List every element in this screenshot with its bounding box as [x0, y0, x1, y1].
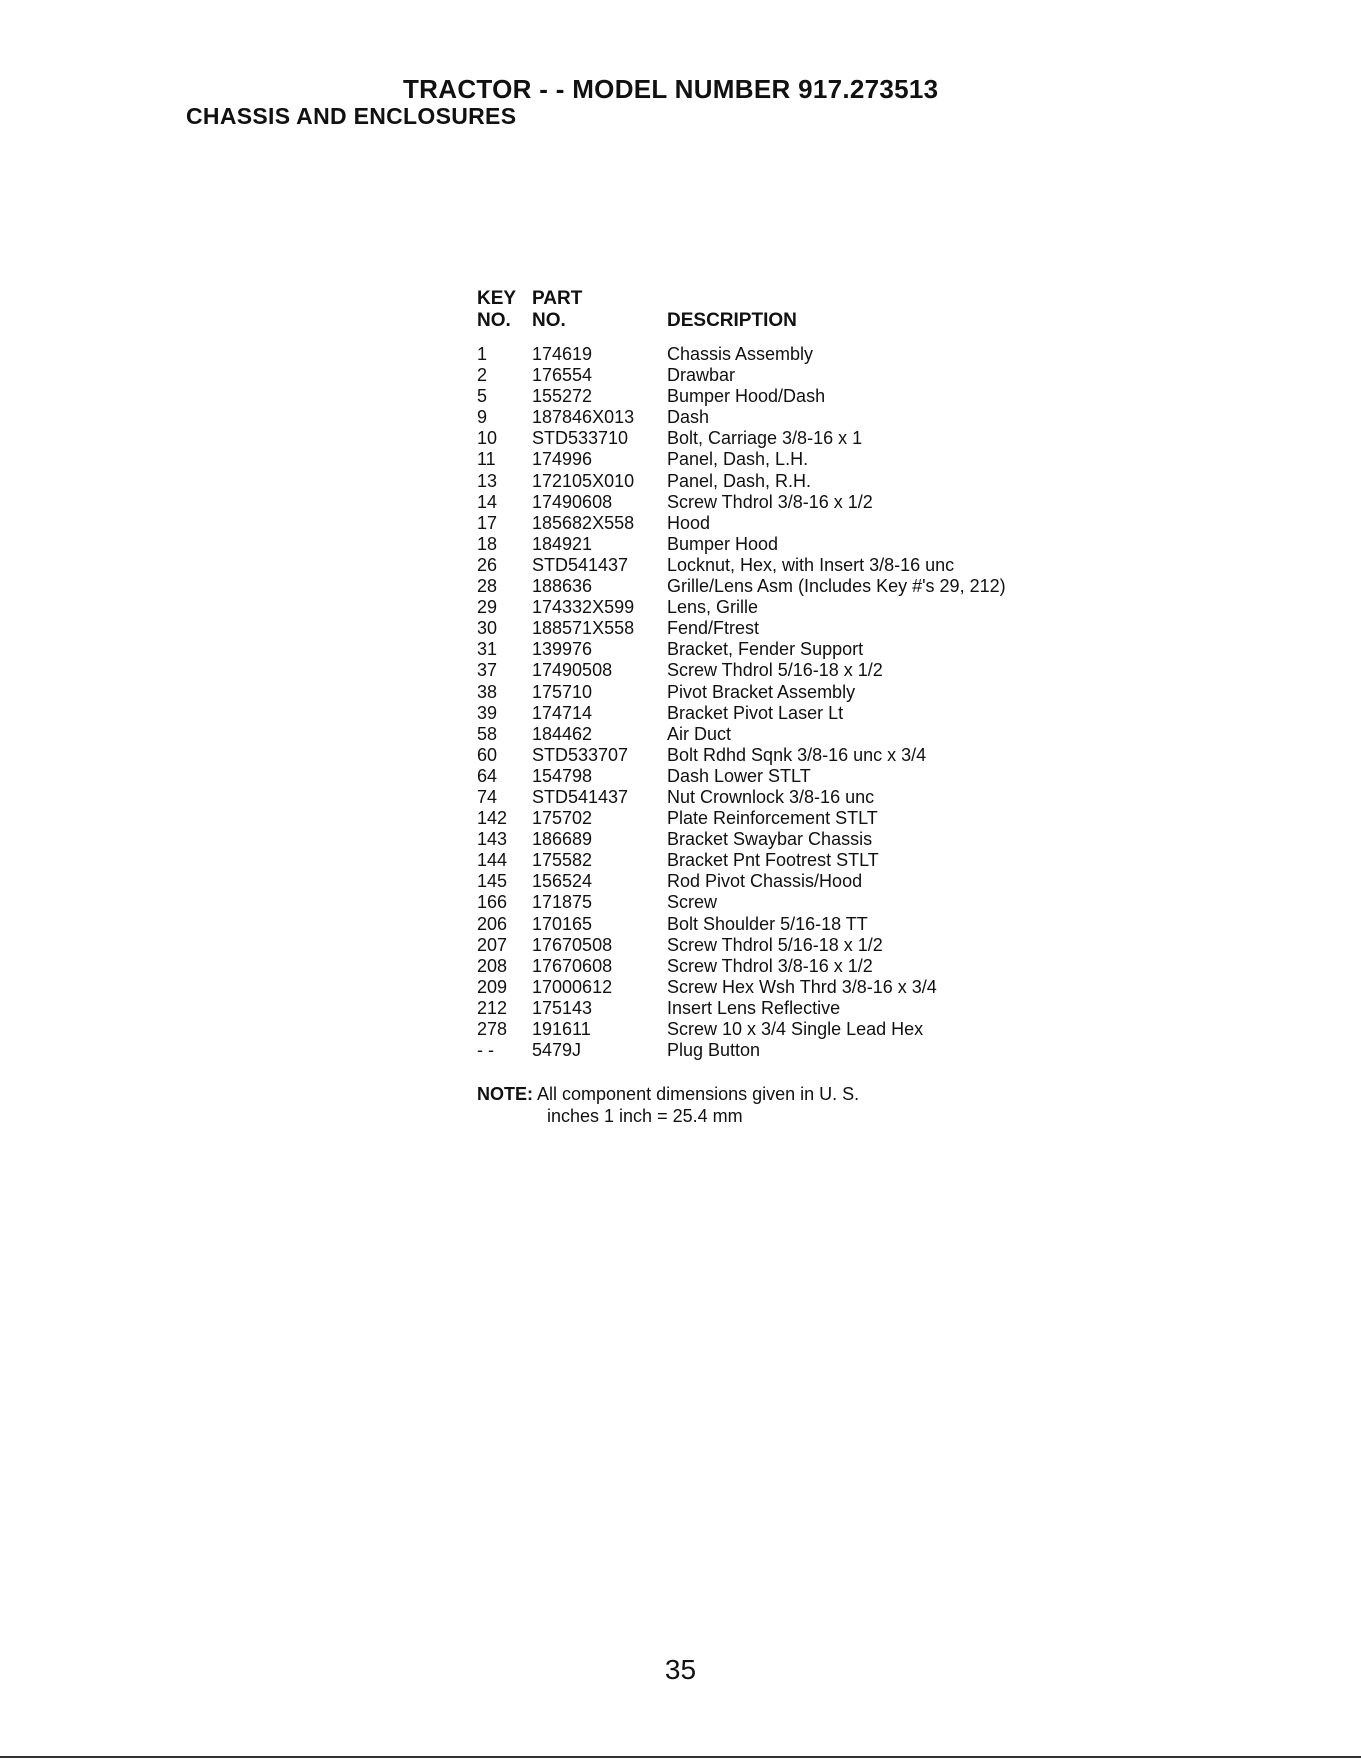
key-cell: 37: [477, 660, 498, 681]
part-header-line1: PART: [532, 288, 583, 309]
part-number-cell: STD541437: [532, 554, 629, 575]
description-cell: Bracket Swaybar Chassis: [667, 829, 873, 850]
key-cell: 29: [477, 597, 498, 618]
part-number-cell: 191611: [532, 1019, 591, 1039]
note-line1: All component dimensions given in U. S.: [537, 1084, 860, 1104]
description-cell: Dash: [667, 407, 710, 428]
description-cell: Nut Crownlock 3/8-16 unc: [667, 786, 875, 807]
part-number-cell: 139976: [532, 639, 593, 660]
description-cell: Air Duct: [667, 723, 732, 744]
bottom-rule: [0, 1756, 1361, 1758]
part-number-cell: 172105X010: [532, 470, 635, 491]
description-cell: Bracket Pnt Footrest STLT: [667, 850, 879, 871]
description-cell: Bracket, Fender Support: [667, 639, 864, 660]
part-number-cell: 170165: [532, 913, 593, 934]
description-cell: Fend/Ftrest: [667, 618, 760, 639]
key-cell: 212: [477, 997, 508, 1018]
part-number-cell: 175710: [532, 681, 593, 702]
description-cell: Panel, Dash, L.H.: [667, 449, 809, 470]
part-number-cell: STD533710: [532, 428, 629, 449]
part-number-cell: 175143: [532, 997, 593, 1018]
part-number-cell: 174619: [532, 344, 593, 364]
description-cell: Plug Button: [667, 1040, 761, 1061]
part-number-cell: 187846X013: [532, 407, 635, 428]
key-cell: 144: [477, 850, 508, 871]
key-cell: 9: [477, 407, 488, 428]
part-number-cell: 174996: [532, 449, 593, 470]
part-number-cell: 184462: [532, 723, 593, 744]
key-cell: 207: [477, 934, 508, 955]
part-number-cell: 188571X558: [532, 618, 635, 639]
key-cell: 143: [477, 829, 508, 850]
description-cell: Panel, Dash, R.H.: [667, 470, 812, 491]
key-cell: 28: [477, 576, 498, 597]
part-number-cell: 185682X558: [532, 512, 635, 533]
key-cell: 26: [477, 554, 498, 575]
description-cell: Drawbar: [667, 365, 736, 386]
description-cell: Grille/Lens Asm (Includes Key #'s 29, 212): [667, 576, 1006, 597]
part-number-cell: 156524: [532, 871, 593, 892]
part-number-cell: 154798: [532, 765, 593, 786]
note-line2: inches 1 inch = 25.4 mm: [547, 1106, 743, 1126]
description-cell: Dash Lower STLT: [667, 765, 811, 786]
part-number-cell: 17670508: [532, 934, 613, 955]
key-cell: 39: [477, 702, 498, 723]
description-cell: Insert Lens Reflective: [667, 997, 841, 1018]
key-cell: 5: [477, 386, 488, 407]
key-cell: - -: [477, 1040, 494, 1061]
part-number-cell: STD533707: [532, 744, 629, 765]
key-cell: 11: [477, 449, 496, 470]
description-cell: Screw 10 x 3/4 Single Lead Hex: [667, 1019, 924, 1039]
part-number-cell: 176554: [532, 365, 593, 386]
key-cell: 14: [477, 491, 498, 512]
key-cell: 60: [477, 744, 498, 765]
part-number-cell: STD541437: [532, 786, 629, 807]
description-cell: Bumper Hood/Dash: [667, 386, 826, 407]
key-cell: 145: [477, 871, 508, 892]
description-cell: Plate Reinforcement STLT: [667, 808, 878, 829]
key-header-line1: KEY: [477, 288, 517, 309]
key-cell: 209: [477, 976, 508, 997]
part-number-cell: 184921: [532, 533, 593, 554]
description-cell: Bolt, Carriage 3/8-16 x 1: [667, 428, 863, 449]
note-label: NOTE:: [477, 1084, 533, 1104]
description-cell: Bolt Rdhd Sqnk 3/8-16 unc x 3/4: [667, 744, 927, 765]
key-cell: 58: [477, 723, 498, 744]
part-number-cell: 17670608: [532, 955, 613, 976]
description-cell: Screw Thdrol 3/8-16 x 1/2: [667, 955, 873, 976]
part-header-line2: NO.: [532, 310, 566, 331]
description-cell: Screw Thdrol 5/16-18 x 1/2: [667, 934, 883, 955]
description-cell: Bolt Shoulder 5/16-18 TT: [667, 913, 868, 934]
key-cell: 13: [477, 470, 498, 491]
key-cell: 38: [477, 681, 498, 702]
description-cell: Chassis Assembly: [667, 344, 814, 364]
description-cell: Screw Hex Wsh Thrd 3/8-16 x 3/4: [667, 976, 937, 997]
note: [477, 1083, 859, 1127]
key-cell: 64: [477, 765, 498, 786]
key-cell: 166: [477, 892, 508, 913]
key-cell: 31: [477, 639, 498, 660]
description-cell: Bumper Hood: [667, 533, 779, 554]
description-cell: Rod Pivot Chassis/Hood: [667, 871, 863, 892]
part-number-cell: 188636: [532, 576, 593, 597]
key-cell: 17: [477, 512, 498, 533]
key-cell: 10: [477, 428, 498, 449]
key-cell: 30: [477, 618, 498, 639]
description-cell: Locknut, Hex, with Insert 3/8-16 unc: [667, 554, 955, 575]
description-header: DESCRIPTION: [667, 310, 797, 331]
key-cell: 2: [477, 365, 488, 386]
key-cell: 18: [477, 533, 498, 554]
key-header-line2: NO.: [477, 310, 511, 331]
description-cell: Lens, Grille: [667, 597, 759, 618]
part-number-cell: 175702: [532, 808, 593, 829]
section-title: CHASSIS AND ENCLOSURES: [186, 103, 517, 129]
description-cell: Hood: [667, 512, 711, 533]
key-cell: 208: [477, 955, 508, 976]
part-number-cell: 5479J: [532, 1040, 582, 1061]
part-number-cell: 186689: [532, 829, 593, 850]
part-number-cell: 17000612: [532, 976, 613, 997]
page-number: 35: [664, 1654, 697, 1685]
key-cell: 74: [477, 786, 498, 807]
description-cell: Screw Thdrol 5/16-18 x 1/2: [667, 660, 883, 681]
part-number-cell: 174332X599: [532, 597, 635, 618]
part-number-cell: 17490508: [532, 660, 613, 681]
part-number-cell: 155272: [532, 386, 593, 407]
part-number-cell: 175582: [532, 850, 593, 871]
page-title: TRACTOR - - MODEL NUMBER 917.273513: [403, 74, 939, 104]
part-number-cell: 171875: [532, 892, 593, 913]
key-cell: 278: [477, 1019, 508, 1039]
key-cell: 206: [477, 913, 508, 934]
description-cell: Pivot Bracket Assembly: [667, 681, 856, 702]
description-cell: Bracket Pivot Laser Lt: [667, 702, 844, 723]
description-cell: Screw Thdrol 3/8-16 x 1/2: [667, 491, 873, 512]
description-cell: Screw: [667, 892, 718, 913]
key-cell: 1: [477, 344, 488, 364]
part-number-cell: 17490608: [532, 491, 613, 512]
key-cell: 142: [477, 808, 508, 829]
part-number-cell: 174714: [532, 702, 593, 723]
